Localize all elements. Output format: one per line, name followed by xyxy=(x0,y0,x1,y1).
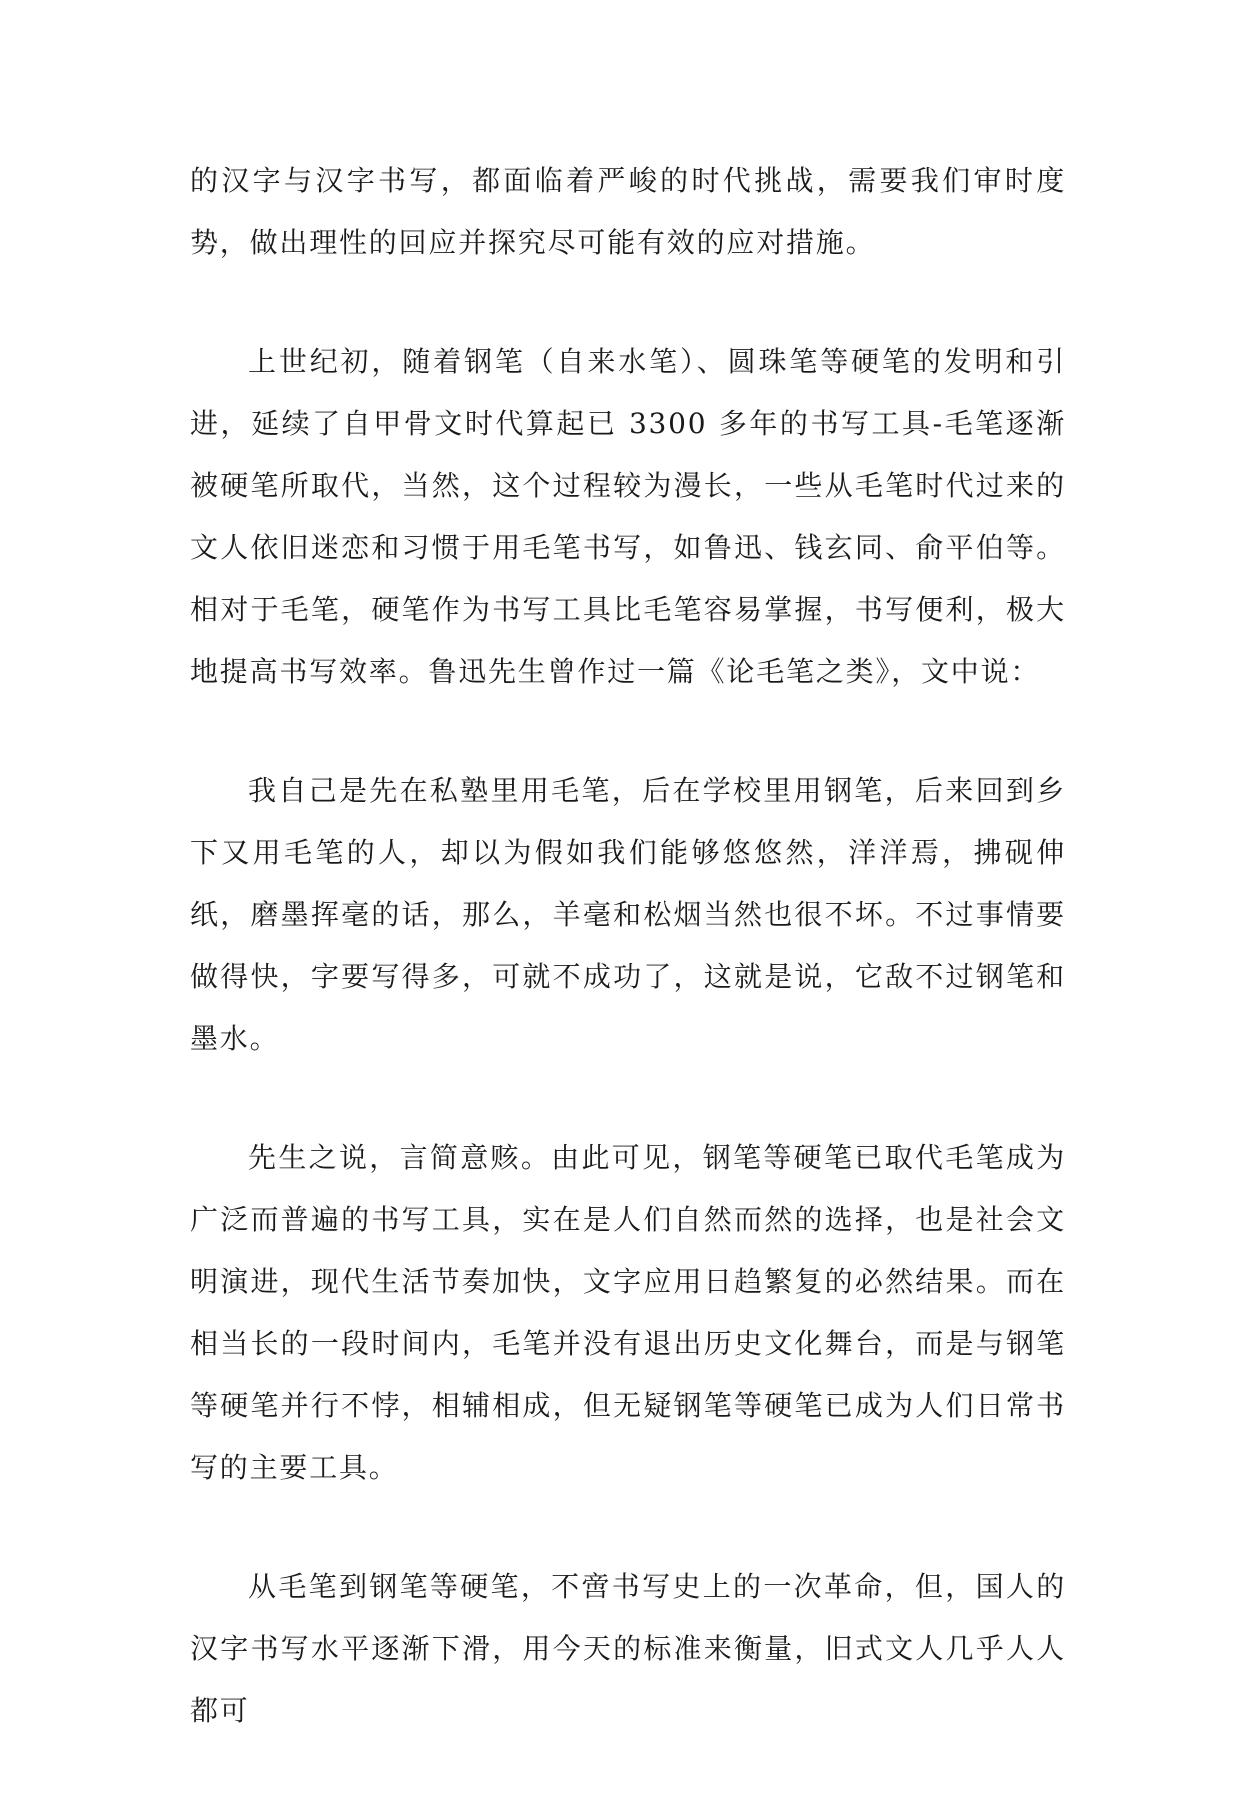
body-text xyxy=(190,150,1066,1799)
paragraph-5: 从毛笔到钢笔等硬笔，不啻书写史上的一次革命，但，国人的汉字书写水平逐渐下滑，用今天的标准来衡量，旧式文人几乎人人都可 xyxy=(190,1570,1066,1727)
paragraph-2: 上世纪初，随着钢笔（自来水笔）、圆珠笔等硬笔的发明和引进，延续了自甲骨文时代算起已 3300 多年的书写工具-毛笔逐渐被硬笔所取代，当然，这个过程较为漫长，一些从毛笔时代过来的文人依旧迷恋和习惯于用毛笔书写，如鲁迅、钱玄同、俞平伯等。相对于毛笔，硬笔作为书写工具比毛笔容易掌握，书写便利，极大地提高书写效率。鲁迅先生曾作过一篇《论毛笔之类》，文中说： xyxy=(190,345,1066,688)
paragraph-1: 的汉字与汉字书写，都面临着严峻的时代挑战，需要我们审时度势，做出理性的回应并探究尽可能有效的应对措施。 xyxy=(190,164,1066,259)
paragraph-4: 先生之说，言简意赅。由此可见，钢笔等硬笔已取代毛笔成为广泛而普遍的书写工具，实在是人们自然而然的选择，也是社会文明演进，现代生活节奏加快，文字应用日趋繁复的必然结果。而在相当长的一段时间内，毛笔并没有退出历史文化舞台，而是与钢笔等硬笔并行不悖，相辅相成，但无疑钢笔等硬笔已成为人们日常书写的主要工具。 xyxy=(190,1141,1066,1484)
paragraph-3: 我自己是先在私塾里用毛笔，后在学校里用钢笔，后来回到乡下又用毛笔的人，却以为假如我们能够悠悠然，洋洋焉，拂砚伸纸，磨墨挥毫的话，那么，羊毫和松烟当然也很不坏。不过事情要做得快，字要写得多，可就不成功了，这就是说，它敌不过钢笔和墨水。 xyxy=(190,774,1066,1055)
